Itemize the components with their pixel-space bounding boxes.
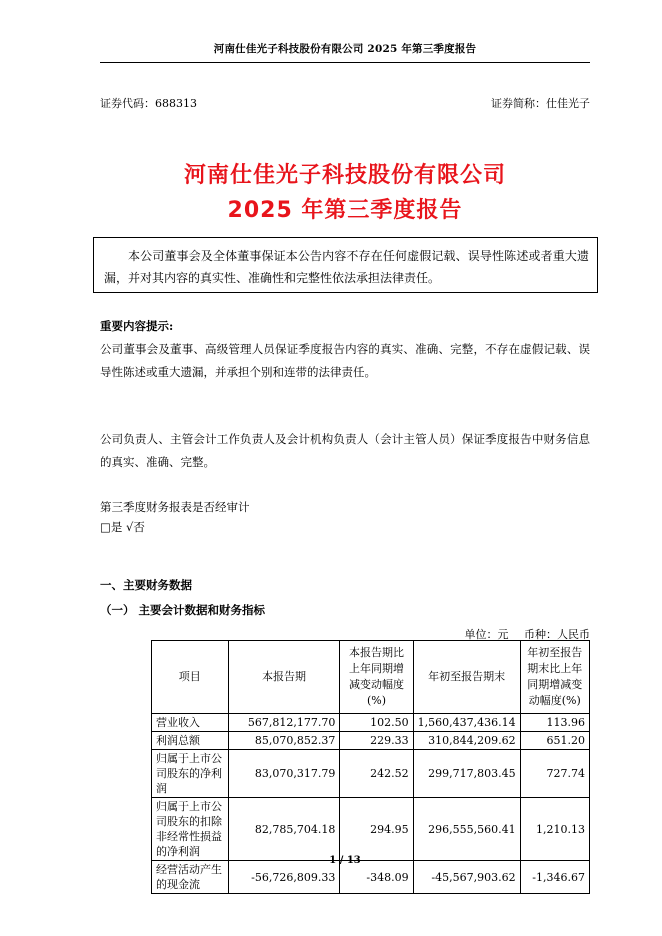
highlights-paragraph-2: 公司负责人、主管会计工作负责人及会计机构负责人（会计主管人员）保证季度报告中财务信息的真实、准确、完整。 [100, 432, 590, 469]
row-current: 567,812,177.70 [228, 714, 340, 732]
row-current-change: -348.09 [340, 861, 413, 894]
table-row [152, 732, 590, 750]
row-current: 83,070,317.79 [228, 750, 340, 798]
stock-code: 证券代码：688313 [100, 97, 197, 110]
row-ytd: 1,560,437,436.14 [413, 714, 520, 732]
row-current-change: 229.33 [340, 732, 413, 750]
row-item: 营业收入 [152, 714, 229, 732]
section-heading-financial-data: 一、主要财务数据 [100, 578, 192, 592]
header-ytd-change: 年初至报告期末比上年同期增减变动幅度(%) [520, 641, 589, 714]
table-header-row [152, 641, 590, 714]
header-current-change: 本报告期比上年同期增减变动幅度(%) [340, 641, 413, 714]
row-current-change: 102.50 [340, 714, 413, 732]
header-current-period: 本报告期 [228, 641, 340, 714]
header-ytd: 年初至报告期末 [413, 641, 520, 714]
row-ytd: -45,567,903.62 [413, 861, 520, 894]
row-current-change: 242.52 [340, 750, 413, 798]
subsection-heading-key-indicators: （一） 主要会计数据和财务指标 [100, 603, 266, 617]
audit-answer: □是 √否 [100, 520, 145, 534]
stock-abbreviation: 证券简称：仕佳光子 [491, 97, 590, 110]
row-ytd: 296,555,560.41 [413, 798, 520, 861]
row-item: 归属于上市公司股东的净利润 [152, 750, 229, 798]
highlights-heading: 重要内容提示: [100, 319, 174, 333]
row-current: 85,070,852.37 [228, 732, 340, 750]
header-divider [100, 62, 590, 63]
row-ytd: 310,844,209.62 [413, 732, 520, 750]
running-header: 河南仕佳光子科技股份有限公司 2025 年第三季度报告 [213, 43, 477, 55]
page-number: 1 / 13 [329, 855, 361, 866]
header-item: 项目 [152, 641, 229, 714]
unit-label: 单位：元 [464, 628, 509, 641]
row-ytd-change: 113.96 [520, 714, 589, 732]
company-title: 河南仕佳光子科技股份有限公司 [183, 163, 506, 188]
board-notice-box: 本公司董事会及全体董事保证本公告内容不存在任何虚假记载、误导性陈述或者重大遗漏，并对其内容的真实性、准确性和完整性依法承担法律责任。 [93, 237, 598, 293]
row-item: 经营活动产生的现金流 [152, 861, 229, 894]
currency-label: 币种：人民币 [524, 628, 590, 641]
row-item: 利润总额 [152, 732, 229, 750]
row-current-change: 294.95 [340, 798, 413, 861]
row-item: 归属于上市公司股东的扣除非经常性损益的净利润 [152, 798, 229, 861]
row-ytd-change: -1,346.67 [520, 861, 589, 894]
row-ytd: 299,717,803.45 [413, 750, 520, 798]
audit-question: 第三季度财务报表是否经审计 [100, 500, 250, 514]
highlights-paragraph-1: 公司董事会及董事、高级管理人员保证季度报告内容的真实、准确、完整，不存在虚假记载、误导性陈述或重大遗漏，并承担个别和连带的法律责任。 [100, 342, 590, 379]
row-current: -56,726,809.33 [228, 861, 340, 894]
report-title: 2025 年第三季度报告 [227, 198, 463, 223]
table-row [152, 714, 590, 732]
row-current: 82,785,704.18 [228, 798, 340, 861]
row-ytd-change: 727.74 [520, 750, 589, 798]
table-row [152, 798, 590, 861]
table-row [152, 750, 590, 798]
row-ytd-change: 1,210.13 [520, 798, 589, 861]
row-ytd-change: 651.20 [520, 732, 589, 750]
